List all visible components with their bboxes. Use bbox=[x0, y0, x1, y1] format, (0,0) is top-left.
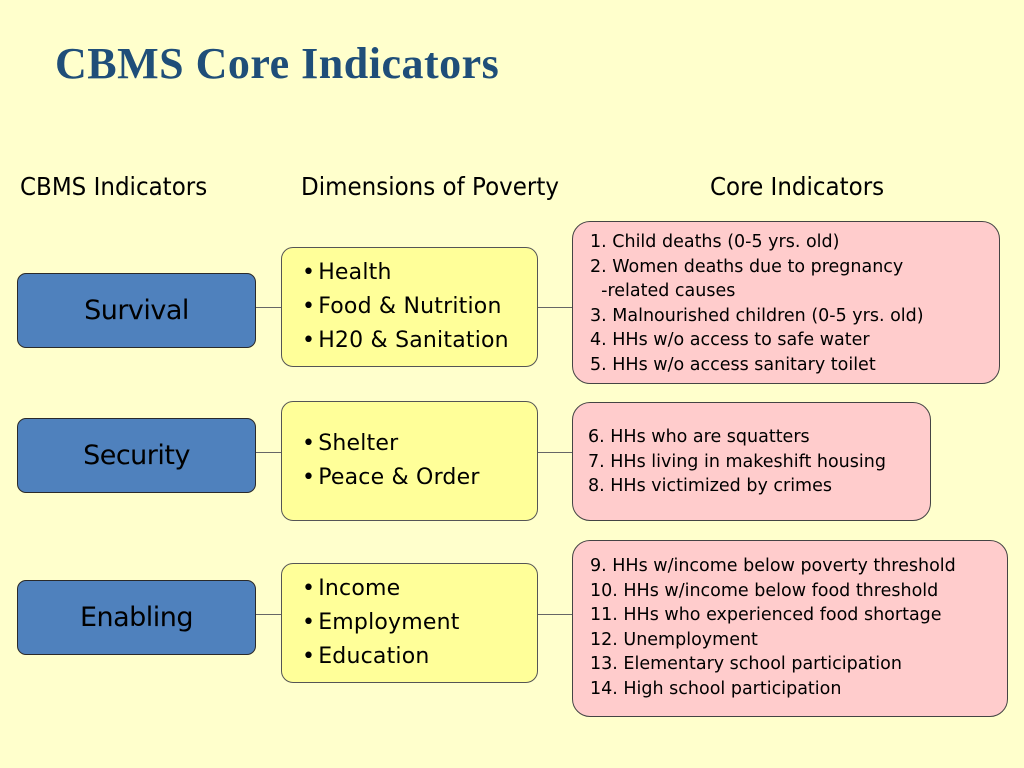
dimension-item: • Shelter bbox=[302, 427, 537, 461]
indicator-item: 2. Women deaths due to pregnancy bbox=[590, 256, 904, 277]
header-core-indicators: Core Indicators bbox=[710, 172, 885, 201]
indicator-item: 5. HHs w/o access sanitary toilet bbox=[590, 354, 876, 375]
indicator-item: 7. HHs living in makeshift housing bbox=[588, 451, 886, 472]
dimension-box-enabling bbox=[281, 563, 538, 683]
category-box-security: Security bbox=[17, 418, 256, 493]
indicator-item: 4. HHs w/o access to safe water bbox=[590, 330, 870, 351]
indicator-item: -related causes bbox=[590, 281, 736, 302]
dimension-item: • Employment bbox=[302, 606, 537, 640]
indicator-box-enabling bbox=[572, 540, 1008, 717]
indicator-item: 11. HHs who experienced food shortage bbox=[590, 605, 942, 626]
dimension-item: • Health bbox=[302, 256, 537, 290]
indicator-item: 3. Malnourished children (0-5 yrs. old) bbox=[590, 305, 924, 326]
connector-security-left bbox=[256, 452, 281, 453]
dimension-item: • Income bbox=[302, 572, 537, 606]
connector-enabling-right bbox=[538, 614, 572, 615]
indicator-item: 12. Unemployment bbox=[590, 629, 758, 650]
indicator-item: 6. HHs who are squatters bbox=[588, 427, 810, 447]
indicator-item: 1. Child deaths (0-5 yrs. old) bbox=[590, 232, 840, 252]
indicator-item: 9. HHs w/income below poverty threshold bbox=[590, 556, 956, 576]
indicator-item: 13. Elementary school participation bbox=[590, 654, 902, 675]
indicator-item: 8. HHs victimized by crimes bbox=[588, 476, 832, 497]
dimension-box-security bbox=[281, 401, 538, 521]
dimension-item: • Education bbox=[302, 640, 537, 674]
indicator-item: 10. HHs w/income below food threshold bbox=[590, 580, 939, 601]
indicator-box-survival bbox=[572, 221, 1000, 384]
header-dimensions-of-poverty: Dimensions of Poverty bbox=[301, 172, 560, 201]
header-cbms-indicators: CBMS Indicators bbox=[20, 172, 208, 201]
dimension-item: • Peace & Order bbox=[302, 461, 537, 495]
connector-survival-right bbox=[538, 307, 572, 308]
indicator-item: 14. High school participation bbox=[590, 678, 842, 699]
dimension-box-survival bbox=[281, 247, 538, 367]
connector-security-right bbox=[538, 452, 572, 453]
category-box-enabling: Enabling bbox=[17, 580, 256, 655]
indicator-box-security bbox=[572, 402, 931, 521]
dimension-item: • Food & Nutrition bbox=[302, 290, 537, 324]
category-box-survival: Survival bbox=[17, 273, 256, 348]
slide-title: CBMS Core Indicators bbox=[55, 39, 500, 88]
dimension-item: • H20 & Sanitation bbox=[302, 324, 537, 358]
connector-survival-left bbox=[256, 307, 281, 308]
connector-enabling-left bbox=[256, 614, 281, 615]
